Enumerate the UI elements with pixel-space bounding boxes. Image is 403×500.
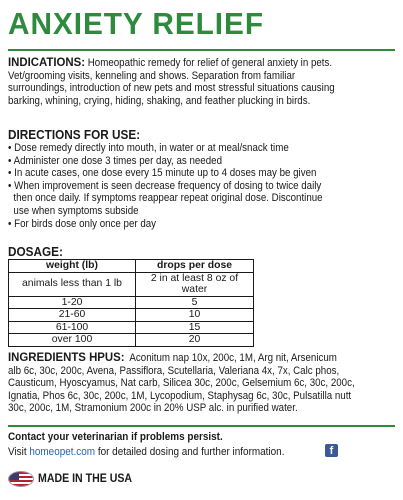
directions-item: • When improvement is seen decrease frequency of dosing to twice daily — [8, 179, 322, 192]
column-header: drops per dose — [136, 260, 254, 273]
ingredients-text: Ignatia, Phos 6c, 30c, 200c, 1M, Lycopodium, Staphysag 6c, 30c, Pulsatilla nutt — [8, 389, 352, 402]
table-cell: over 100 — [9, 334, 136, 347]
directions-item: use when symptoms subside — [8, 204, 139, 217]
made-in-usa-label: MADE IN THE USA — [38, 473, 133, 485]
visit-line — [8, 446, 284, 458]
website-link[interactable]: homeopet.com — [29, 446, 96, 458]
table-cell: 15 — [136, 321, 254, 334]
footer-divider — [8, 425, 395, 427]
table-row — [9, 321, 254, 334]
page-title: ANXIETY RELIEF — [8, 6, 264, 41]
directions-item: • Administer one dose 3 times per day, as needed — [8, 154, 222, 167]
table-cell: 10 — [136, 309, 254, 322]
table-cell: 21-60 — [9, 309, 136, 322]
table-cell: 2 in at least 8 oz of water — [136, 272, 254, 296]
indications-text: Homeopathic remedy for relief of general anxiety in pets. — [87, 57, 333, 69]
title-divider — [8, 49, 395, 51]
table-row — [9, 309, 254, 322]
directions-item: then once daily. If symptoms reappear repeat original dose. Discontinue — [8, 192, 323, 205]
facebook-icon[interactable]: f — [325, 444, 338, 457]
visit-suffix: for detailed dosing and further information. — [95, 446, 285, 458]
table-row — [9, 296, 254, 309]
table-cell: 1-20 — [9, 296, 136, 309]
us-flag-icon — [8, 471, 34, 487]
table-cell: animals less than 1 lb — [9, 272, 136, 296]
indications-text: Vet/grooming visits, kenneling and shows. Separation from familiar — [8, 69, 296, 82]
contact-note: Contact your veterinarian if problems persist. — [8, 431, 223, 443]
indications-heading: INDICATIONS: — [8, 55, 86, 69]
indications-text: barking, whining, crying, hiding, shaking, and feather plucking in birds. — [8, 94, 311, 107]
indications-text: surroundings, introduction of new pets and most stressful situations causing — [8, 82, 335, 95]
ingredients-text: 30c, 200c, 1M, Stramonium 200c in 20% USP alc. in purified water. — [8, 402, 298, 415]
visit-prefix: Visit — [8, 446, 30, 458]
ingredients-text: Causticum, Hyoscyamus, Nat carb, Silicea 30c, 200c, Gelsemium 6c, 30c, 200c, — [8, 377, 355, 390]
ingredients-heading: INGREDIENTS HPUS: — [8, 350, 125, 364]
table-cell: 20 — [136, 334, 254, 347]
dosage-heading: DOSAGE: — [8, 244, 63, 259]
directions-item: • For birds dose only once per day — [8, 217, 157, 230]
directions-heading: DIRECTIONS FOR USE: — [8, 127, 141, 142]
ingredients-text: Aconitum nap 10x, 200c, 1M, Arg nit, Arsenicum — [127, 352, 337, 364]
directions-list — [8, 142, 323, 230]
table-cell: 5 — [136, 296, 254, 309]
ingredients-section — [8, 351, 355, 415]
directions-item: • In acute cases, one dose every 15 minute up to 4 doses may be given — [8, 167, 317, 180]
table-header-row — [9, 260, 254, 273]
table-row — [9, 272, 254, 296]
directions-item: • Dose remedy directly into mouth, in water or at meal/snack time — [8, 142, 289, 154]
table-row — [9, 334, 254, 347]
table-cell: 61-100 — [9, 321, 136, 334]
indications-section — [8, 56, 403, 107]
dosage-table — [8, 259, 254, 347]
column-header: weight (lb) — [9, 260, 136, 273]
ingredients-text: alb 6c, 30c, 200c, Avena, Passiflora, Scutellaria, Valeriana 4x, 7x, Calc phos, — [8, 364, 340, 377]
